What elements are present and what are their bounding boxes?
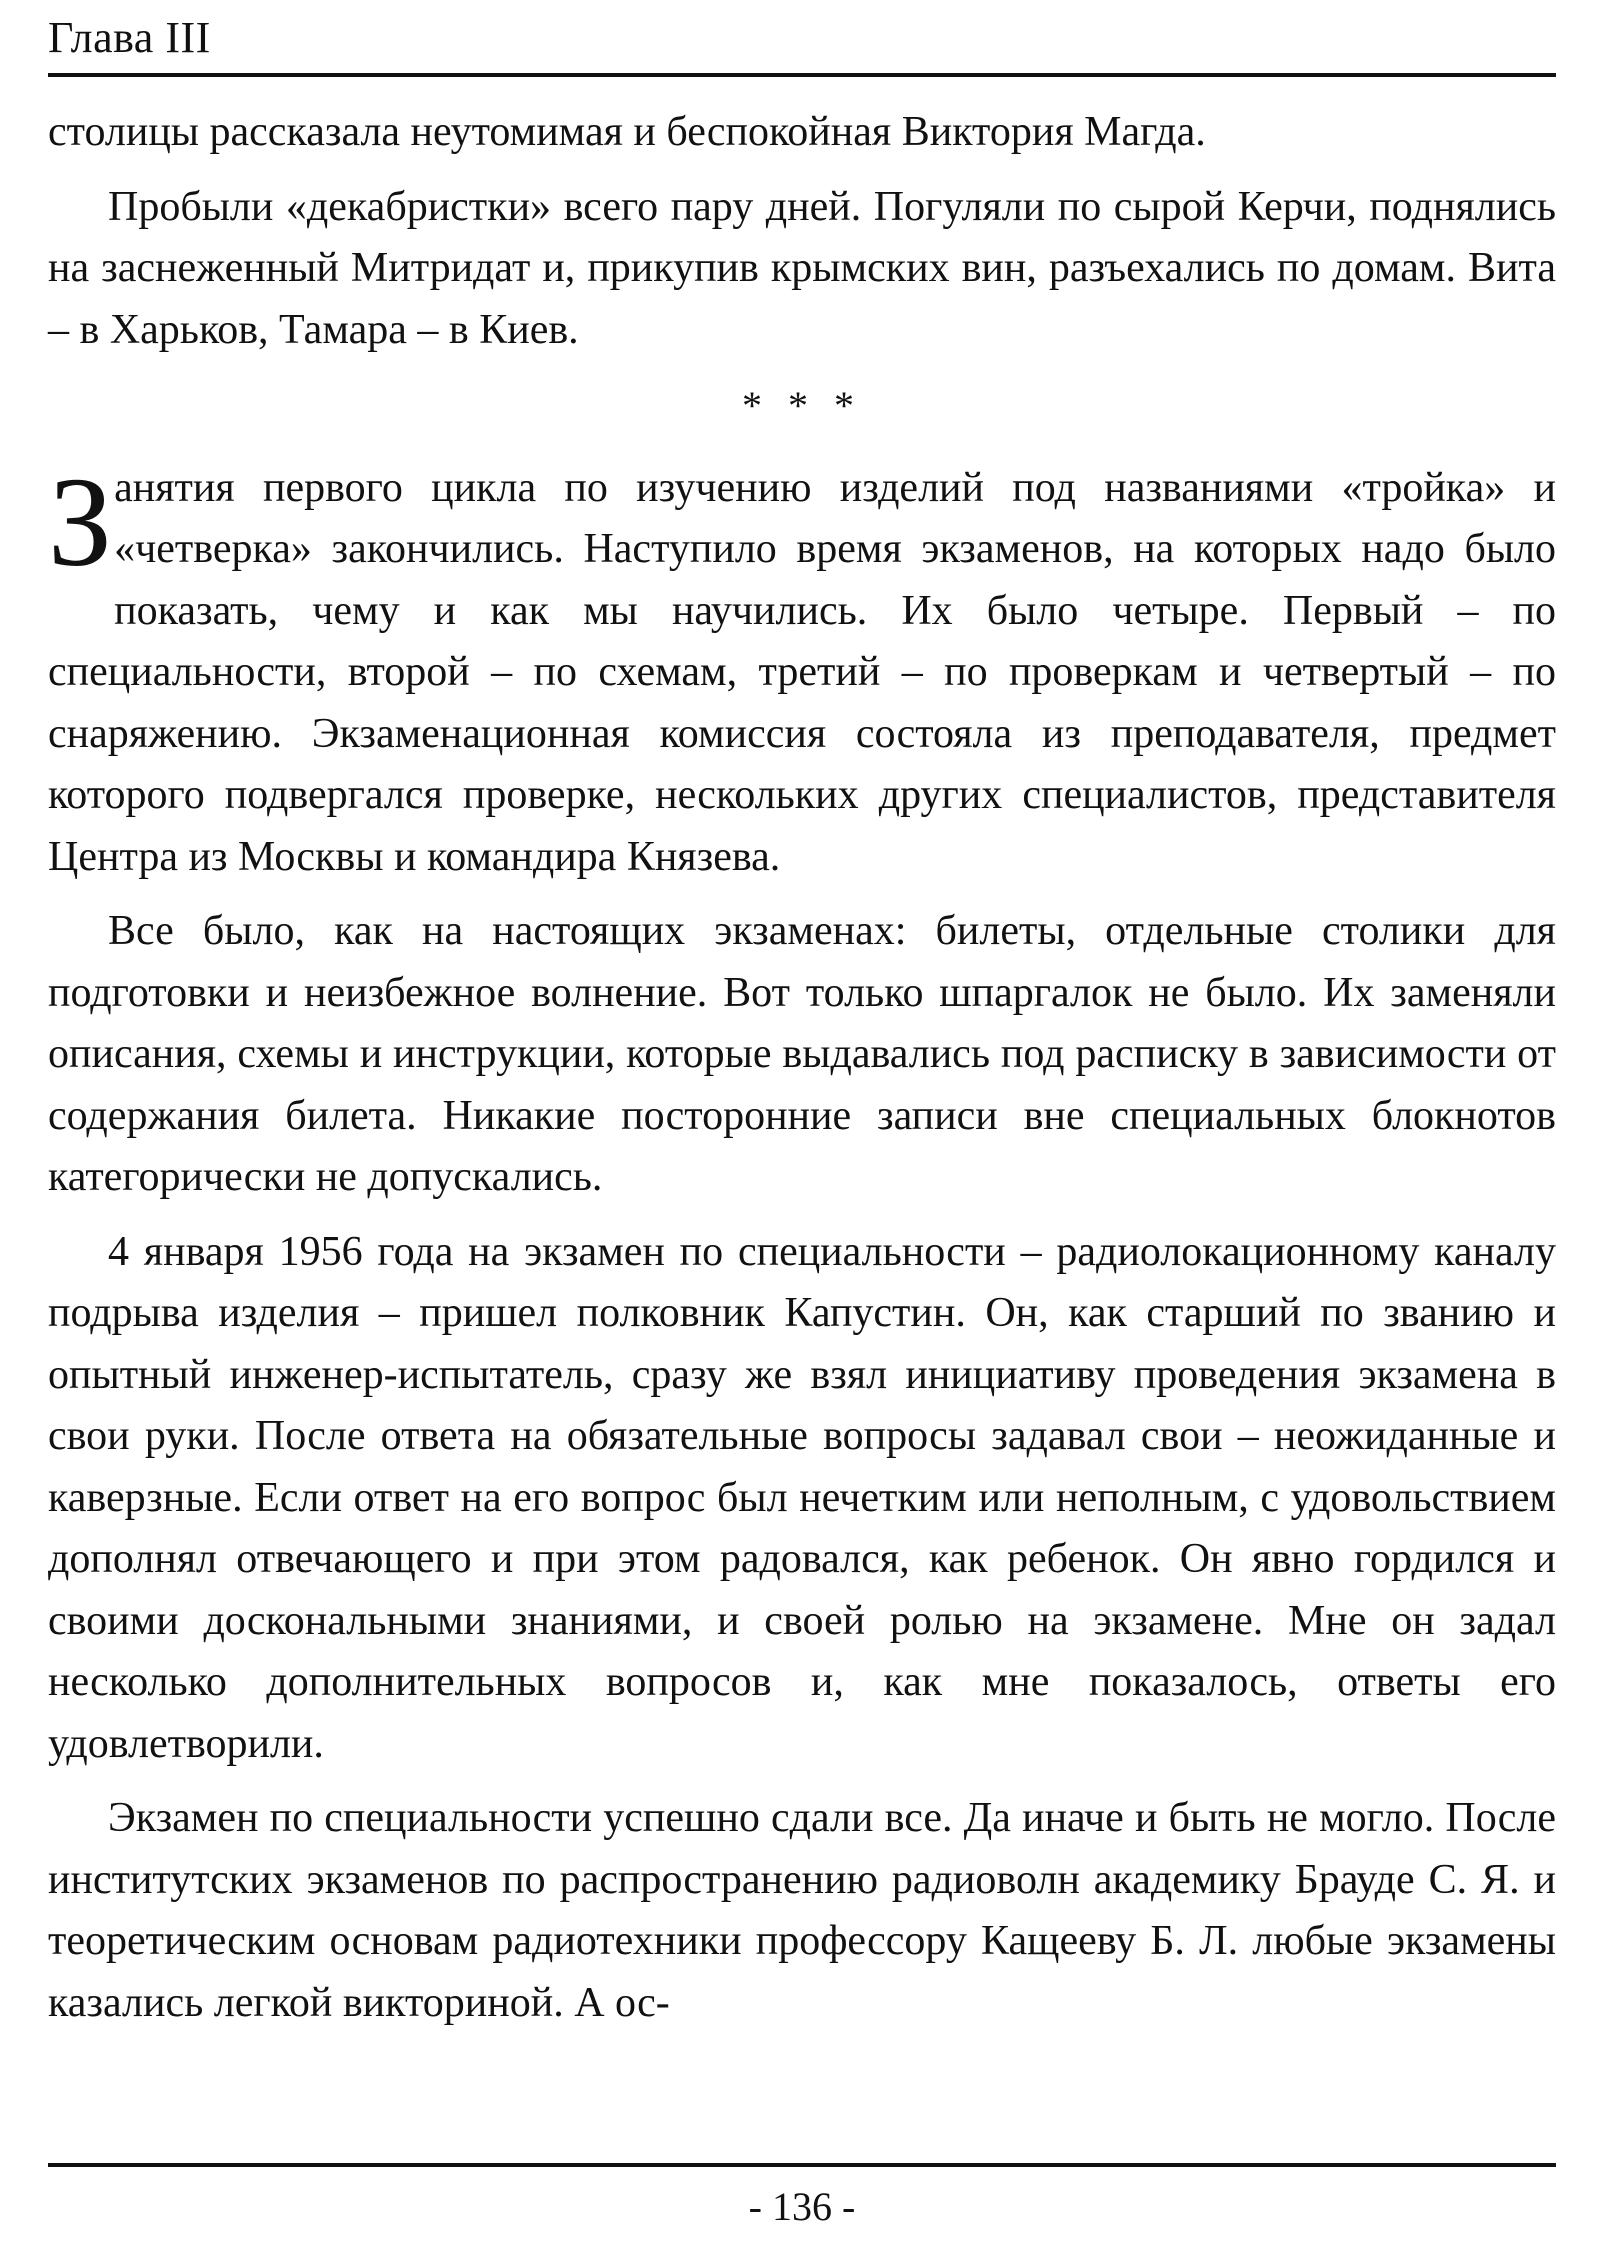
running-title: Глава III xyxy=(48,13,211,62)
page-number: - 136 - xyxy=(748,2184,856,2229)
paragraph: 4 января 1956 года на экзамен по специальности – радиолокационному каналу подрыва изделия – пришел полковник Капустин. Он, как старший по званию и опытный инженер-испытатель, сразу же взял инициативу проведения экзамена в свои руки. После ответа на обязательные вопросы задавал свои – неожиданные и каверзные. Если ответ на его вопрос был нечетким или неполным, с удовольствием дополнял отвечающего и при этом радовался, как ребенок. Он явно гордился и своими доскональными знаниями, и своей ролью на экзамене. Мне он задал несколько дополнительных вопросов и, как мне показалось, ответы его удовлетворили. xyxy=(48,1228,1556,1767)
book-page xyxy=(48,0,1556,2249)
paragraph: Все было, как на настоящих экзаменах: билеты, отдельные столики для подготовки и неизбежное волнение. Вот только шпаргалок не было. Их заменяли описания, схемы и инструкции, которые выдавались под расписку в зависимости от содержания билета. Никакие посторонние записи вне специальных блокнотов категорически не допускались. xyxy=(48,908,1556,1200)
body-text xyxy=(48,102,1556,2047)
paragraph-text: анятия первого цикла по изучению изделий под названиями «тройка» и «четверка» закончились. Наступило время экзаменов, на которых надо было показать, чему и как мы научились. Их было четыре. Первый – по специальности, второй – по схемам, третий – по проверкам и четвертый – по снаряжению. Экзаменационная комиссия состояла из преподавателя, предмет которого подвергался проверке, нескольких других специалистов, представителя Центра из Москвы и командира Князева. xyxy=(48,464,1556,880)
paragraph: Пробыли «декабристки» всего пару дней. Погуляли по сырой Керчи, поднялись на заснеженный Митридат и, прикупив крымских вин, разъехались по домам. Вита – в Харьков, Тамара – в Киев. xyxy=(48,183,1556,353)
drop-cap: З xyxy=(48,450,113,593)
header-rule xyxy=(48,73,1556,77)
section-break: * * * xyxy=(742,383,862,428)
paragraph-continuation: столицы рассказала неутомимая и беспокойная Виктория Магда. xyxy=(48,109,1206,155)
footer-rule xyxy=(48,2163,1556,2167)
paragraph: Экзамен по специальности успешно сдали все. Да иначе и быть не могло. После институтских экзаменов по распространению радиоволн академику Брауде С. Я. и теоретическим основам радиотехники профессору Кащееву Б. Л. любые экзамены казались легкой викториной. А ос- xyxy=(48,1795,1556,2026)
paragraph-with-dropcap xyxy=(48,450,1556,889)
